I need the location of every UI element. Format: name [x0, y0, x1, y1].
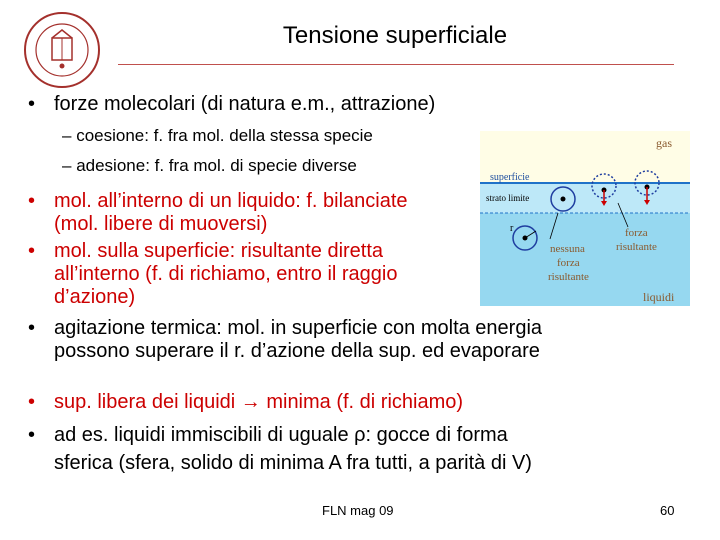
liquidi-label: liquidi: [643, 290, 675, 304]
radius-label: r: [510, 223, 514, 234]
forza-label: forza: [557, 257, 580, 269]
strato-limite-label: strato limite: [486, 193, 530, 203]
surface-tension-diagram: [480, 131, 690, 306]
page-number: 60: [660, 503, 675, 518]
bullet-dot: •: [28, 93, 36, 115]
molecule-mid: [561, 197, 566, 202]
university-seal-logo: [22, 10, 102, 90]
risultante-label: risultante: [616, 241, 657, 253]
slide-title: Tensione superficiale: [282, 22, 508, 49]
bullet-dot: •: [28, 391, 36, 413]
bullet-dot: •: [28, 317, 36, 339]
bullet-dot: •: [28, 240, 36, 262]
risultante-label: risultante: [548, 271, 589, 283]
gas-label: gas: [656, 136, 672, 150]
footer-text: FLN mag 09: [322, 503, 394, 518]
title-underline: [118, 64, 674, 65]
nessuna-label: nessuna: [550, 243, 585, 255]
superficie-label: superficie: [490, 172, 530, 183]
bullet-dot: •: [28, 190, 36, 212]
bullet-dot: •: [28, 424, 36, 446]
forza-label: forza: [625, 227, 648, 239]
sub-bullet-coesione: – coesione: f. fra mol. della stessa specie: [62, 126, 373, 145]
sub-bullet-adesione: – adesione: f. fra mol. di specie diverse: [62, 156, 357, 175]
